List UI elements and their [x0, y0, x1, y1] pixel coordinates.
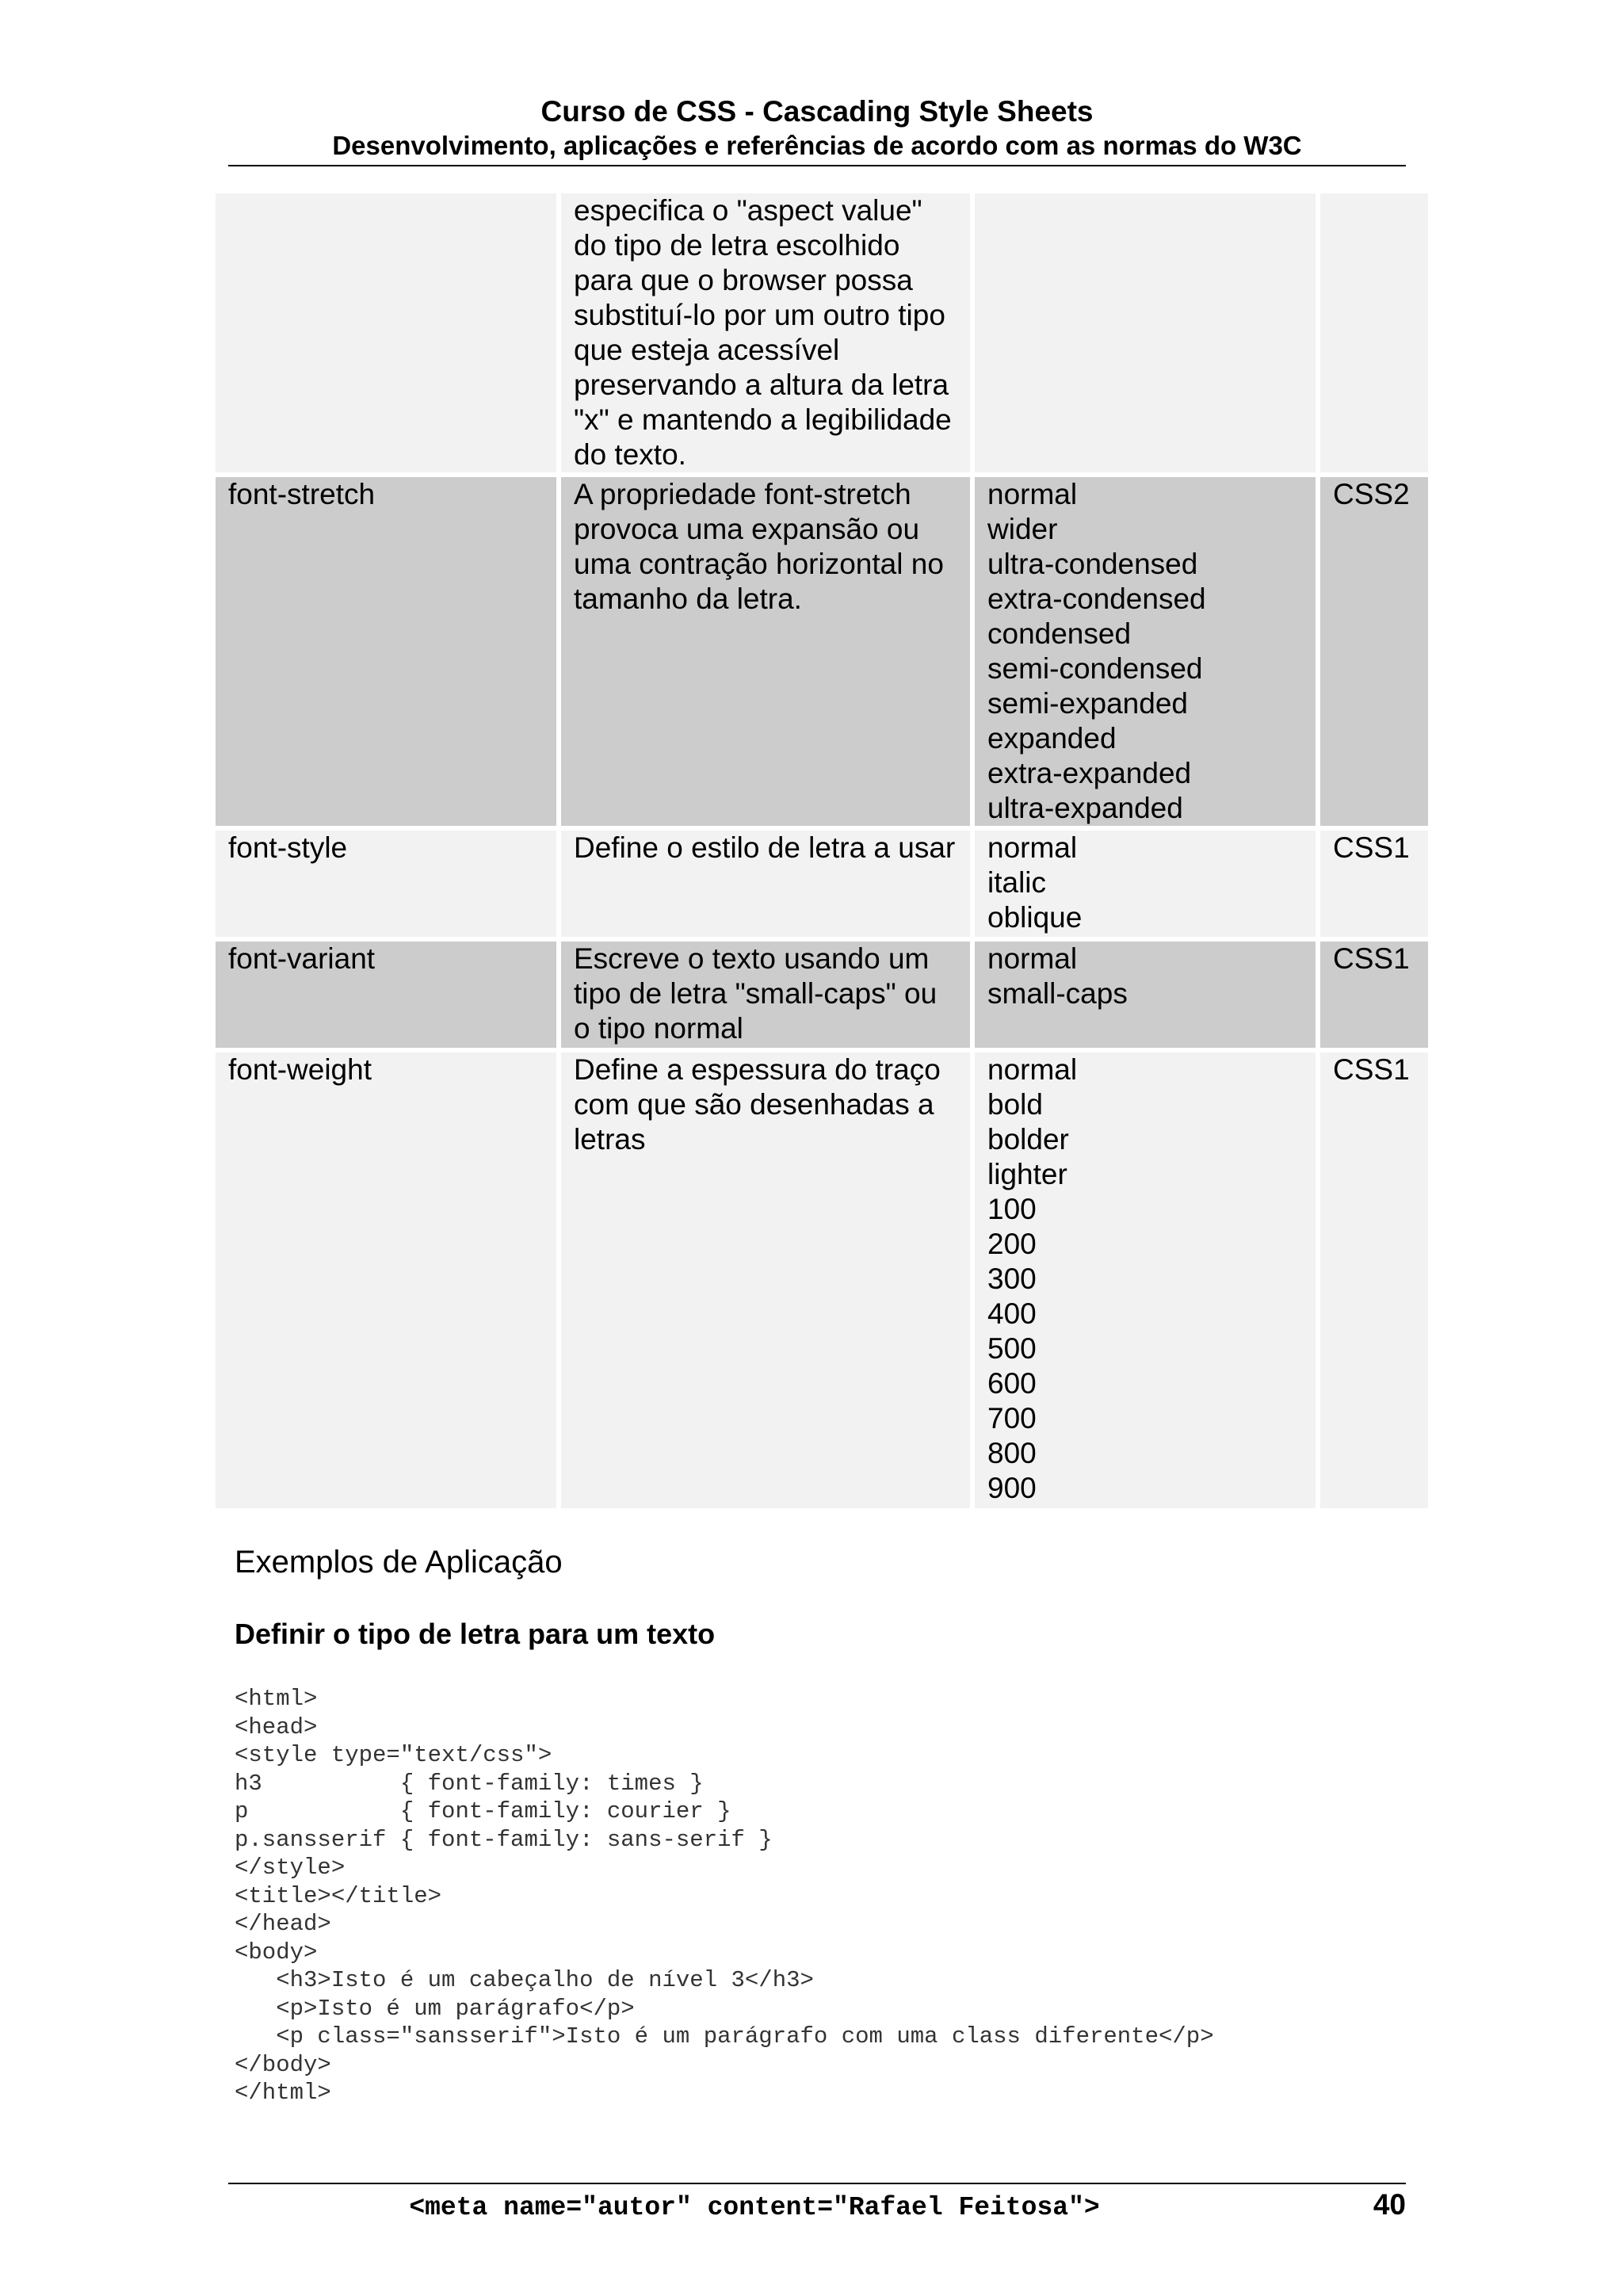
section-heading: Exemplos de Aplicação [235, 1545, 563, 1580]
values-cell [975, 477, 1316, 826]
css-version-cell [1320, 193, 1428, 472]
property-name-cell: font-weight [216, 1052, 556, 1508]
table-body [216, 193, 1428, 1508]
value-item: 700 [987, 1402, 1037, 1435]
css-version-cell: CSS1 [1320, 831, 1428, 937]
css-version-cell: CSS2 [1320, 477, 1428, 826]
value-item: 800 [987, 1437, 1037, 1469]
value-item: normal [987, 1053, 1078, 1086]
table-row [216, 477, 1428, 826]
value-item: 100 [987, 1193, 1037, 1225]
code-example: <html> <head> <style type="text/css"> h3 { font-family: times } p { font-family: courier } p.sansserif { font-family: sans-serif } </style> <title></title> </head> <body> <h3>Isto é um cabeçalho de nível 3</h3> <p>Isto é um parágrafo</p> <p class="sansserif">Isto é um parágrafo com uma class diferente</p> </body> </html> [235, 1686, 1214, 2106]
value-item: 900 [987, 1472, 1037, 1504]
css-version-cell: CSS1 [1320, 942, 1428, 1048]
property-name-cell: font-variant [216, 942, 556, 1048]
example-heading: Definir o tipo de letra para um texto [235, 1618, 716, 1650]
footer-meta: <meta name="autor" content="Rafael Feitosa"> [409, 2193, 1100, 2222]
value-item: extra-condensed [987, 583, 1206, 615]
value-item: ultra-expanded [987, 792, 1183, 824]
table-row [216, 831, 1428, 937]
property-name-cell: font-stretch [216, 477, 556, 826]
value-item: ultra-condensed [987, 548, 1198, 580]
value-item: normal [987, 942, 1078, 975]
value-item: expanded [987, 722, 1117, 755]
value-item: 300 [987, 1263, 1037, 1295]
property-name-cell: font-style [216, 831, 556, 937]
page-header [228, 94, 1406, 162]
value-item: normal [987, 831, 1078, 864]
header-divider [228, 165, 1406, 166]
value-item: semi-condensed [987, 652, 1203, 685]
value-item: wider [987, 513, 1058, 545]
value-item: extra-expanded [987, 757, 1192, 789]
document-subtitle: Desenvolvimento, aplicações e referências de acordo com as normas do W3C [332, 131, 1302, 160]
value-item: oblique [987, 901, 1083, 934]
value-item: normal [987, 478, 1078, 510]
description-cell: Define a espessura do traço com que são desenhadas a letras [561, 1052, 970, 1508]
values-cell [975, 942, 1316, 1048]
value-item: 400 [987, 1297, 1037, 1330]
page-number: 40 [1373, 2188, 1406, 2221]
value-item: 500 [987, 1332, 1037, 1365]
value-item: italic [987, 866, 1047, 899]
value-item: bolder [987, 1123, 1069, 1156]
description-cell: A propriedade font-stretch provoca uma expansão ou uma contração horizontal no tamanho da letra. [561, 477, 970, 826]
description-cell: Define o estilo de letra a usar [561, 831, 970, 937]
document-title: Curso de CSS - Cascading Style Sheets [540, 95, 1094, 128]
description-cell: Escreve o texto usando um tipo de letra "small-caps" ou o tipo normal [561, 942, 970, 1048]
value-item: condensed [987, 617, 1132, 650]
value-item: small-caps [987, 977, 1128, 1010]
table-row [216, 1052, 1428, 1508]
value-item: 600 [987, 1367, 1037, 1400]
values-cell [975, 1052, 1316, 1508]
values-cell [975, 193, 1316, 472]
font-properties-table [211, 189, 1433, 1513]
property-name-cell [216, 193, 556, 472]
values-cell [975, 831, 1316, 937]
value-item: bold [987, 1088, 1043, 1121]
value-item: 200 [987, 1228, 1037, 1260]
value-item: lighter [987, 1158, 1067, 1190]
table-row [216, 193, 1428, 472]
css-version-cell: CSS1 [1320, 1052, 1428, 1508]
footer-divider [228, 2183, 1406, 2184]
value-item: semi-expanded [987, 687, 1188, 720]
table-row [216, 942, 1428, 1048]
description-cell: especifica o "aspect value" do tipo de letra escolhido para que o browser possa substituí-lo por um outro tipo que esteja acessível preservando a altura da letra "x" e mantendo a legibilidade do texto. [561, 193, 970, 472]
